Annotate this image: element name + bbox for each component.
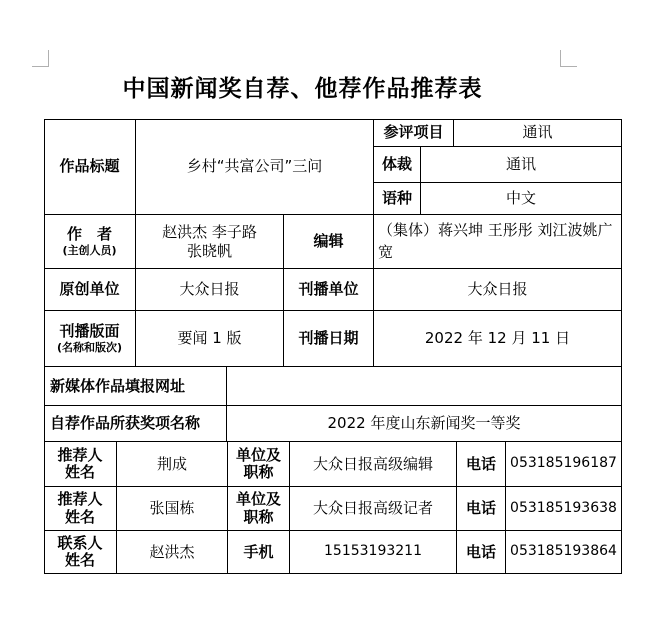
- value-authors: [136, 215, 283, 268]
- label-unit-title-2: [228, 487, 289, 530]
- recommender-2-unit-title: 大众日报高级记者: [312, 499, 433, 518]
- value-language: 中文: [505, 189, 536, 208]
- value-publish-unit: 大众日报: [467, 280, 528, 299]
- label-author: [44, 215, 135, 268]
- recommender-1-unit-title: 大众日报高级编辑: [312, 454, 433, 473]
- label-original-unit: 原创单位: [59, 280, 120, 299]
- value-judging-item: 通讯: [522, 123, 553, 142]
- label-judging-item: 参评项目: [383, 123, 444, 142]
- label-mobile: 手机: [243, 542, 274, 561]
- label-recommender-2-line-1: 推荐人: [57, 490, 103, 509]
- label-section-sub: (名称和版次): [56, 341, 123, 354]
- authors-line-2: 张晓帆: [186, 241, 232, 260]
- value-work-title: 乡村“共富公司”三问: [186, 157, 323, 176]
- recommender-2-phone: 053185193638: [510, 499, 617, 516]
- contact-phone: 053185193864: [510, 543, 617, 560]
- label-phone-2: 电话: [465, 499, 496, 518]
- label-publish-unit: 刊播单位: [298, 280, 359, 299]
- authors-line-1: 赵洪杰 李子路: [162, 222, 257, 241]
- label-unit-title-2-line-1: 单位及: [235, 490, 281, 509]
- label-unit-title-1: [228, 442, 289, 486]
- label-recommender-1-line-2: 姓名: [64, 463, 95, 481]
- value-editors: （集体）蒋兴坤 王彤彤 刘江波姚广宽: [378, 220, 613, 261]
- value-original-unit: 大众日报: [179, 280, 240, 299]
- label-phone-1: 电话: [465, 454, 496, 473]
- label-recommender-2: [44, 487, 116, 530]
- label-recommender-1-line-1: 推荐人: [57, 445, 103, 464]
- label-work-title: 作品标题: [59, 157, 120, 176]
- form-title: 中国新闻奖自荐、他荐作品推荐表: [122, 76, 483, 102]
- recommender-1-name: 荆成: [156, 454, 187, 473]
- value-award-name: 2022 年度山东新闻奖一等奖: [327, 414, 521, 433]
- label-phone-3: 电话: [465, 542, 496, 561]
- value-new-media-url: [227, 367, 621, 405]
- label-publish-date: 刊播日期: [298, 329, 359, 348]
- label-recommender-1: [44, 442, 116, 486]
- value-genre: 通讯: [505, 155, 536, 174]
- label-new-media-url: 新媒体作品填报网址: [50, 376, 186, 395]
- label-author-sub: (主创人员): [62, 244, 117, 257]
- value-section: 要闻 1 版: [177, 329, 242, 348]
- label-section-main: 刊播版面: [59, 322, 120, 341]
- contact-name: 赵洪杰: [149, 542, 195, 561]
- label-unit-title-1-line-1: 单位及: [235, 445, 281, 464]
- label-author-main: 作 者: [66, 225, 112, 244]
- label-award-name: 自荐作品所获奖项名称: [50, 414, 201, 433]
- recommender-1-phone: 053185196187: [510, 455, 617, 472]
- contact-mobile: 15153193211: [324, 543, 422, 560]
- value-publish-date: 2022 年 12 月 11 日: [424, 329, 571, 348]
- label-recommender-2-line-2: 姓名: [64, 507, 95, 526]
- label-contact-line-2: 姓名: [64, 551, 95, 569]
- label-contact: [44, 531, 116, 573]
- recommender-2-name: 张国栋: [149, 499, 195, 518]
- label-unit-title-2-line-2: 职称: [243, 507, 274, 526]
- label-genre: 体裁: [381, 155, 412, 174]
- label-editor: 编辑: [313, 232, 344, 251]
- label-section: [44, 311, 135, 366]
- label-unit-title-1-line-2: 职称: [243, 463, 274, 481]
- label-contact-line-1: 联系人: [57, 533, 103, 552]
- label-language: 语种: [381, 189, 412, 208]
